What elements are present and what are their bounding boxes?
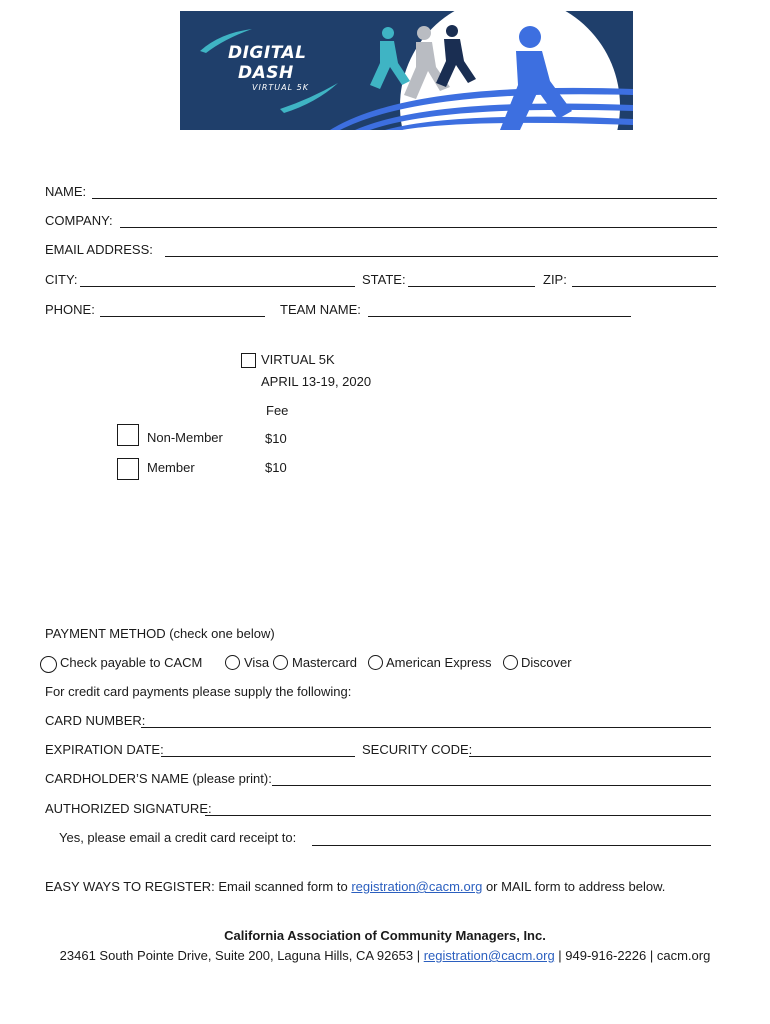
company-field[interactable]: [120, 227, 717, 228]
logo-line-2: DASH: [238, 63, 294, 83]
member-label: Member: [147, 460, 195, 475]
cardholder-label: CARDHOLDER’S NAME (please print):: [45, 771, 272, 786]
non-member-fee: $10: [265, 431, 287, 446]
signature-label: AUTHORIZED SIGNATURE:: [45, 801, 212, 816]
card-number-label: CARD NUMBER:: [45, 713, 146, 728]
register-suffix: or MAIL form to address below.: [485, 879, 666, 894]
receipt-label: Yes, please email a credit card receipt to:: [59, 830, 297, 845]
footer-address: 23461 South Pointe Drive, Suite 200, Laguna Hills, CA 92653 |: [59, 948, 421, 963]
zip-label: ZIP:: [543, 272, 567, 287]
city-label: CITY:: [45, 272, 78, 287]
zip-field[interactable]: [572, 286, 716, 287]
footer-org-name: California Association of Community Managers, Inc.: [224, 928, 546, 943]
non-member-checkbox[interactable]: [117, 424, 139, 446]
footer-email-link[interactable]: registration@cacm.org: [423, 948, 555, 963]
discover-label: Discover: [521, 655, 572, 670]
visa-label: Visa: [244, 655, 270, 670]
payment-heading: PAYMENT METHOD (check one below): [45, 626, 275, 641]
phone-field[interactable]: [100, 316, 265, 317]
member-checkbox[interactable]: [117, 458, 139, 480]
state-field[interactable]: [408, 286, 535, 287]
non-member-label: Non-Member: [147, 430, 223, 445]
security-code-field[interactable]: [469, 756, 711, 757]
footer-contact: | 949-916-2226 | cacm.org: [558, 948, 711, 963]
card-number-field[interactable]: [141, 727, 711, 728]
name-label: NAME:: [45, 184, 87, 199]
visa-radio[interactable]: [225, 655, 240, 670]
check-radio[interactable]: [40, 656, 57, 673]
logo-line-1: DIGITAL: [228, 43, 307, 63]
team-name-field[interactable]: [368, 316, 631, 317]
company-label: COMPANY:: [45, 213, 113, 228]
register-instructions: [45, 879, 665, 894]
receipt-email-field[interactable]: [312, 845, 711, 846]
discover-radio[interactable]: [503, 655, 518, 670]
amex-label: American Express: [386, 655, 492, 670]
mastercard-radio[interactable]: [273, 655, 288, 670]
event-banner: [180, 11, 633, 130]
team-name-label: TEAM NAME:: [280, 302, 361, 317]
cc-note: For credit card payments please supply the following:: [45, 684, 352, 699]
security-code-label: SECURITY CODE:: [362, 742, 473, 757]
mastercard-label: Mastercard: [292, 655, 358, 670]
expiration-label: EXPIRATION DATE:: [45, 742, 164, 757]
event-dates: APRIL 13-19, 2020: [261, 374, 372, 389]
footer-address-line: [0, 948, 770, 963]
amex-radio[interactable]: [368, 655, 383, 670]
name-field[interactable]: [92, 198, 717, 199]
register-prefix: EASY WAYS TO REGISTER: Email scanned form to: [45, 879, 348, 894]
email-label: EMAIL ADDRESS:: [45, 242, 153, 257]
city-field[interactable]: [80, 286, 355, 287]
register-email-link[interactable]: registration@cacm.org: [351, 879, 483, 894]
state-label: STATE:: [362, 272, 406, 287]
phone-label: PHONE:: [45, 302, 95, 317]
check-label: Check payable to CACM: [60, 655, 203, 670]
fee-header: Fee: [266, 403, 289, 418]
email-field[interactable]: [165, 256, 718, 257]
expiration-field[interactable]: [161, 756, 355, 757]
virtual-5k-checkbox[interactable]: [241, 353, 256, 368]
event-title: VIRTUAL 5K: [261, 352, 335, 367]
signature-field[interactable]: [205, 815, 711, 816]
logo-subtitle: VIRTUAL 5K: [252, 83, 309, 92]
member-fee: $10: [265, 460, 287, 475]
cardholder-field[interactable]: [272, 785, 711, 786]
runner-teal: [370, 27, 410, 89]
